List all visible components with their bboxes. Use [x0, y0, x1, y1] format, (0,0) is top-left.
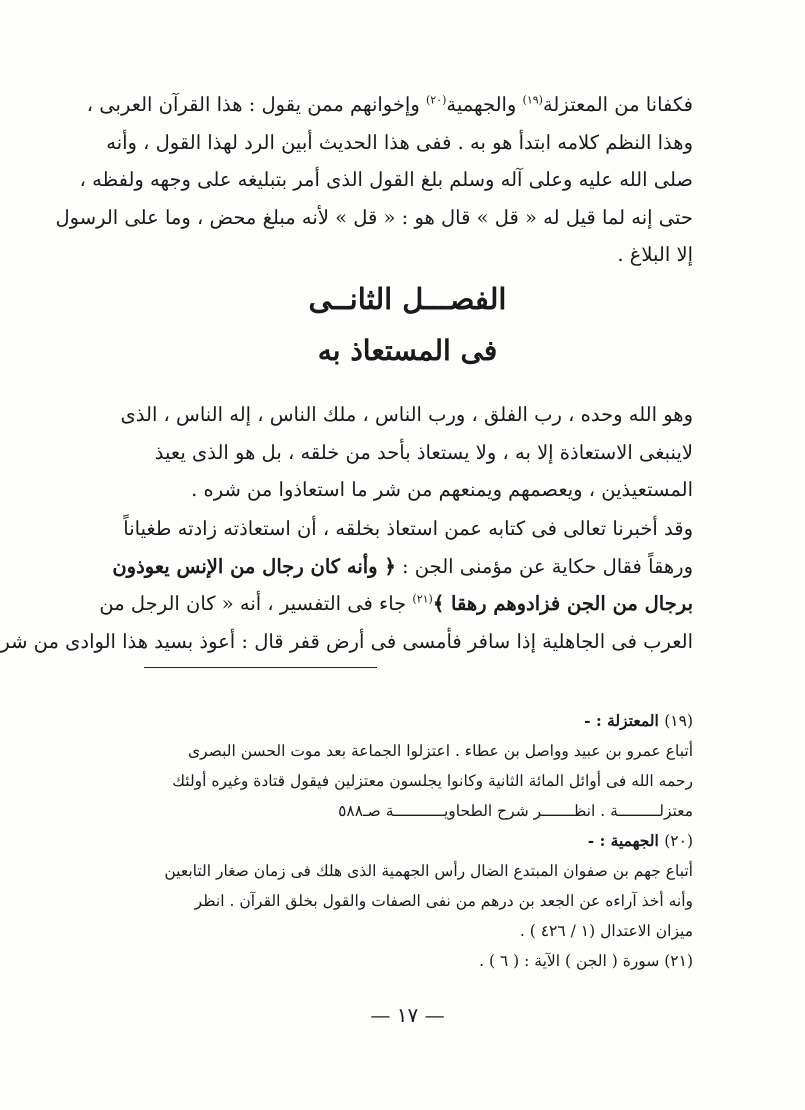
- footnote-line: وأنه أخذ آراءه عن الجعد بن درهم من نفى الصفات والقول بخلق القرآن . انظر: [194, 892, 693, 910]
- chapter-subheading: فى المستعاذ به: [317, 334, 498, 367]
- footnote-21: [128, 946, 693, 976]
- paragraph-refuge: [120, 396, 693, 509]
- text-line: ورهقاً فقال حكاية عن مؤمنى الجن : ﴿ وأنه كان رجال من الإنس يعوذون: [112, 554, 693, 578]
- footnote-19: [128, 706, 693, 826]
- text-line: لاينبغى الاستعاذة إلا به ، ولا يستعاذ بأحد من خلقه ، بل هو الذى يعيذ: [154, 440, 693, 464]
- text-line: العرب فى الجاهلية إذا سافر فأمسى فى أرض قفر قال : أعوذ بسيد هذا الوادى من شر: [0, 629, 693, 653]
- page-number: — ١٧ —: [370, 1003, 445, 1027]
- footnote-ref: (١٩): [522, 93, 543, 107]
- footnote-ref: (٢٠): [425, 93, 447, 107]
- footnote-line: (٢١) سورة ( الجن ) الآية : ( ٦ ) .: [479, 952, 693, 970]
- quran-verse: ﴿ وأنه كان رجال من الإنس يعوذون: [112, 554, 396, 578]
- text-line: برجال من الجن فزادوهم رهقا ﴾$^{(٢١)}$ جاء فى التفسير ، أنه « كان الرجل من: [99, 592, 693, 615]
- text-line: المستعيذين ، ويعصمهم ويمنعهم من شر ما استعاذوا من شره .: [191, 478, 693, 501]
- text-line: وقد أخبرنا تعالى فى كتابه عمن استعاذ بخلقه ، أن استعاذته زادته طغياناً: [123, 517, 693, 540]
- text-line: إلا البلاغ .: [617, 243, 693, 266]
- footnote-heading: (١٩) المعتزلة : -: [584, 711, 693, 730]
- paragraph-intro: [55, 86, 693, 274]
- footnote-line: ميزان الاعتدال (١ / ٤٢٦ ) .: [519, 922, 693, 940]
- footnote-line: معتزلـــــــــة . انظـــــــر شرح الطحاويـــــــــــة صـ٥٨٨: [338, 802, 693, 820]
- footnote-ref: (٢١): [412, 592, 433, 606]
- footnote-line: أتباع جهم بن صفوان المبتدع الضال رأس الجهمية الذى هلك فى زمان صغار التابعين: [164, 862, 693, 880]
- text-line: صلى الله عليه وعلى آله وسلم بلغ القول الذى أمر بتبليغه على وجهه ولفظه ،: [79, 168, 693, 191]
- text-line: حتى إنه لما قيل له « قل » قال هو : « قل » لأنه مبلغ محض ، وما على الرسول: [55, 205, 693, 229]
- quran-verse: برجال من الجن فزادوهم رهقا ﴾: [432, 592, 693, 615]
- footnote-heading: (٢٠) الجهمية : -: [587, 831, 693, 850]
- text-line: فكفانا من المعتزلة$^{(١٩)}$ والجهمية$^{(٢٠)}$ وإخوانهم ممن يقول : هذا القرآن العربى ،: [86, 93, 693, 116]
- chapter-heading: الفصـــل الثانــى: [308, 282, 507, 316]
- footnote-line: أتباع عمرو بن عبيد وواصل بن عطاء . اعتزلوا الجماعة بعد موت الحسن البصرى: [187, 742, 693, 760]
- footnote-separator: [144, 667, 377, 668]
- footnote-20: [128, 826, 693, 946]
- text-line: وهو الله وحده ، رب الفلق ، ورب الناس ، ملك الناس ، إله الناس ، الذى: [120, 403, 693, 426]
- footnote-line: رحمه الله فى أوائل المائة الثانية وكانوا يجلسون معتزلين فيقول قتادة وغيره أولئك: [172, 772, 693, 790]
- paragraph-jinn: [0, 510, 693, 660]
- text-line: وهذا النظم كلامه ابتدأ هو به . ففى هذا الحديث أبين الرد لهذا القول ، وأنه: [106, 130, 693, 154]
